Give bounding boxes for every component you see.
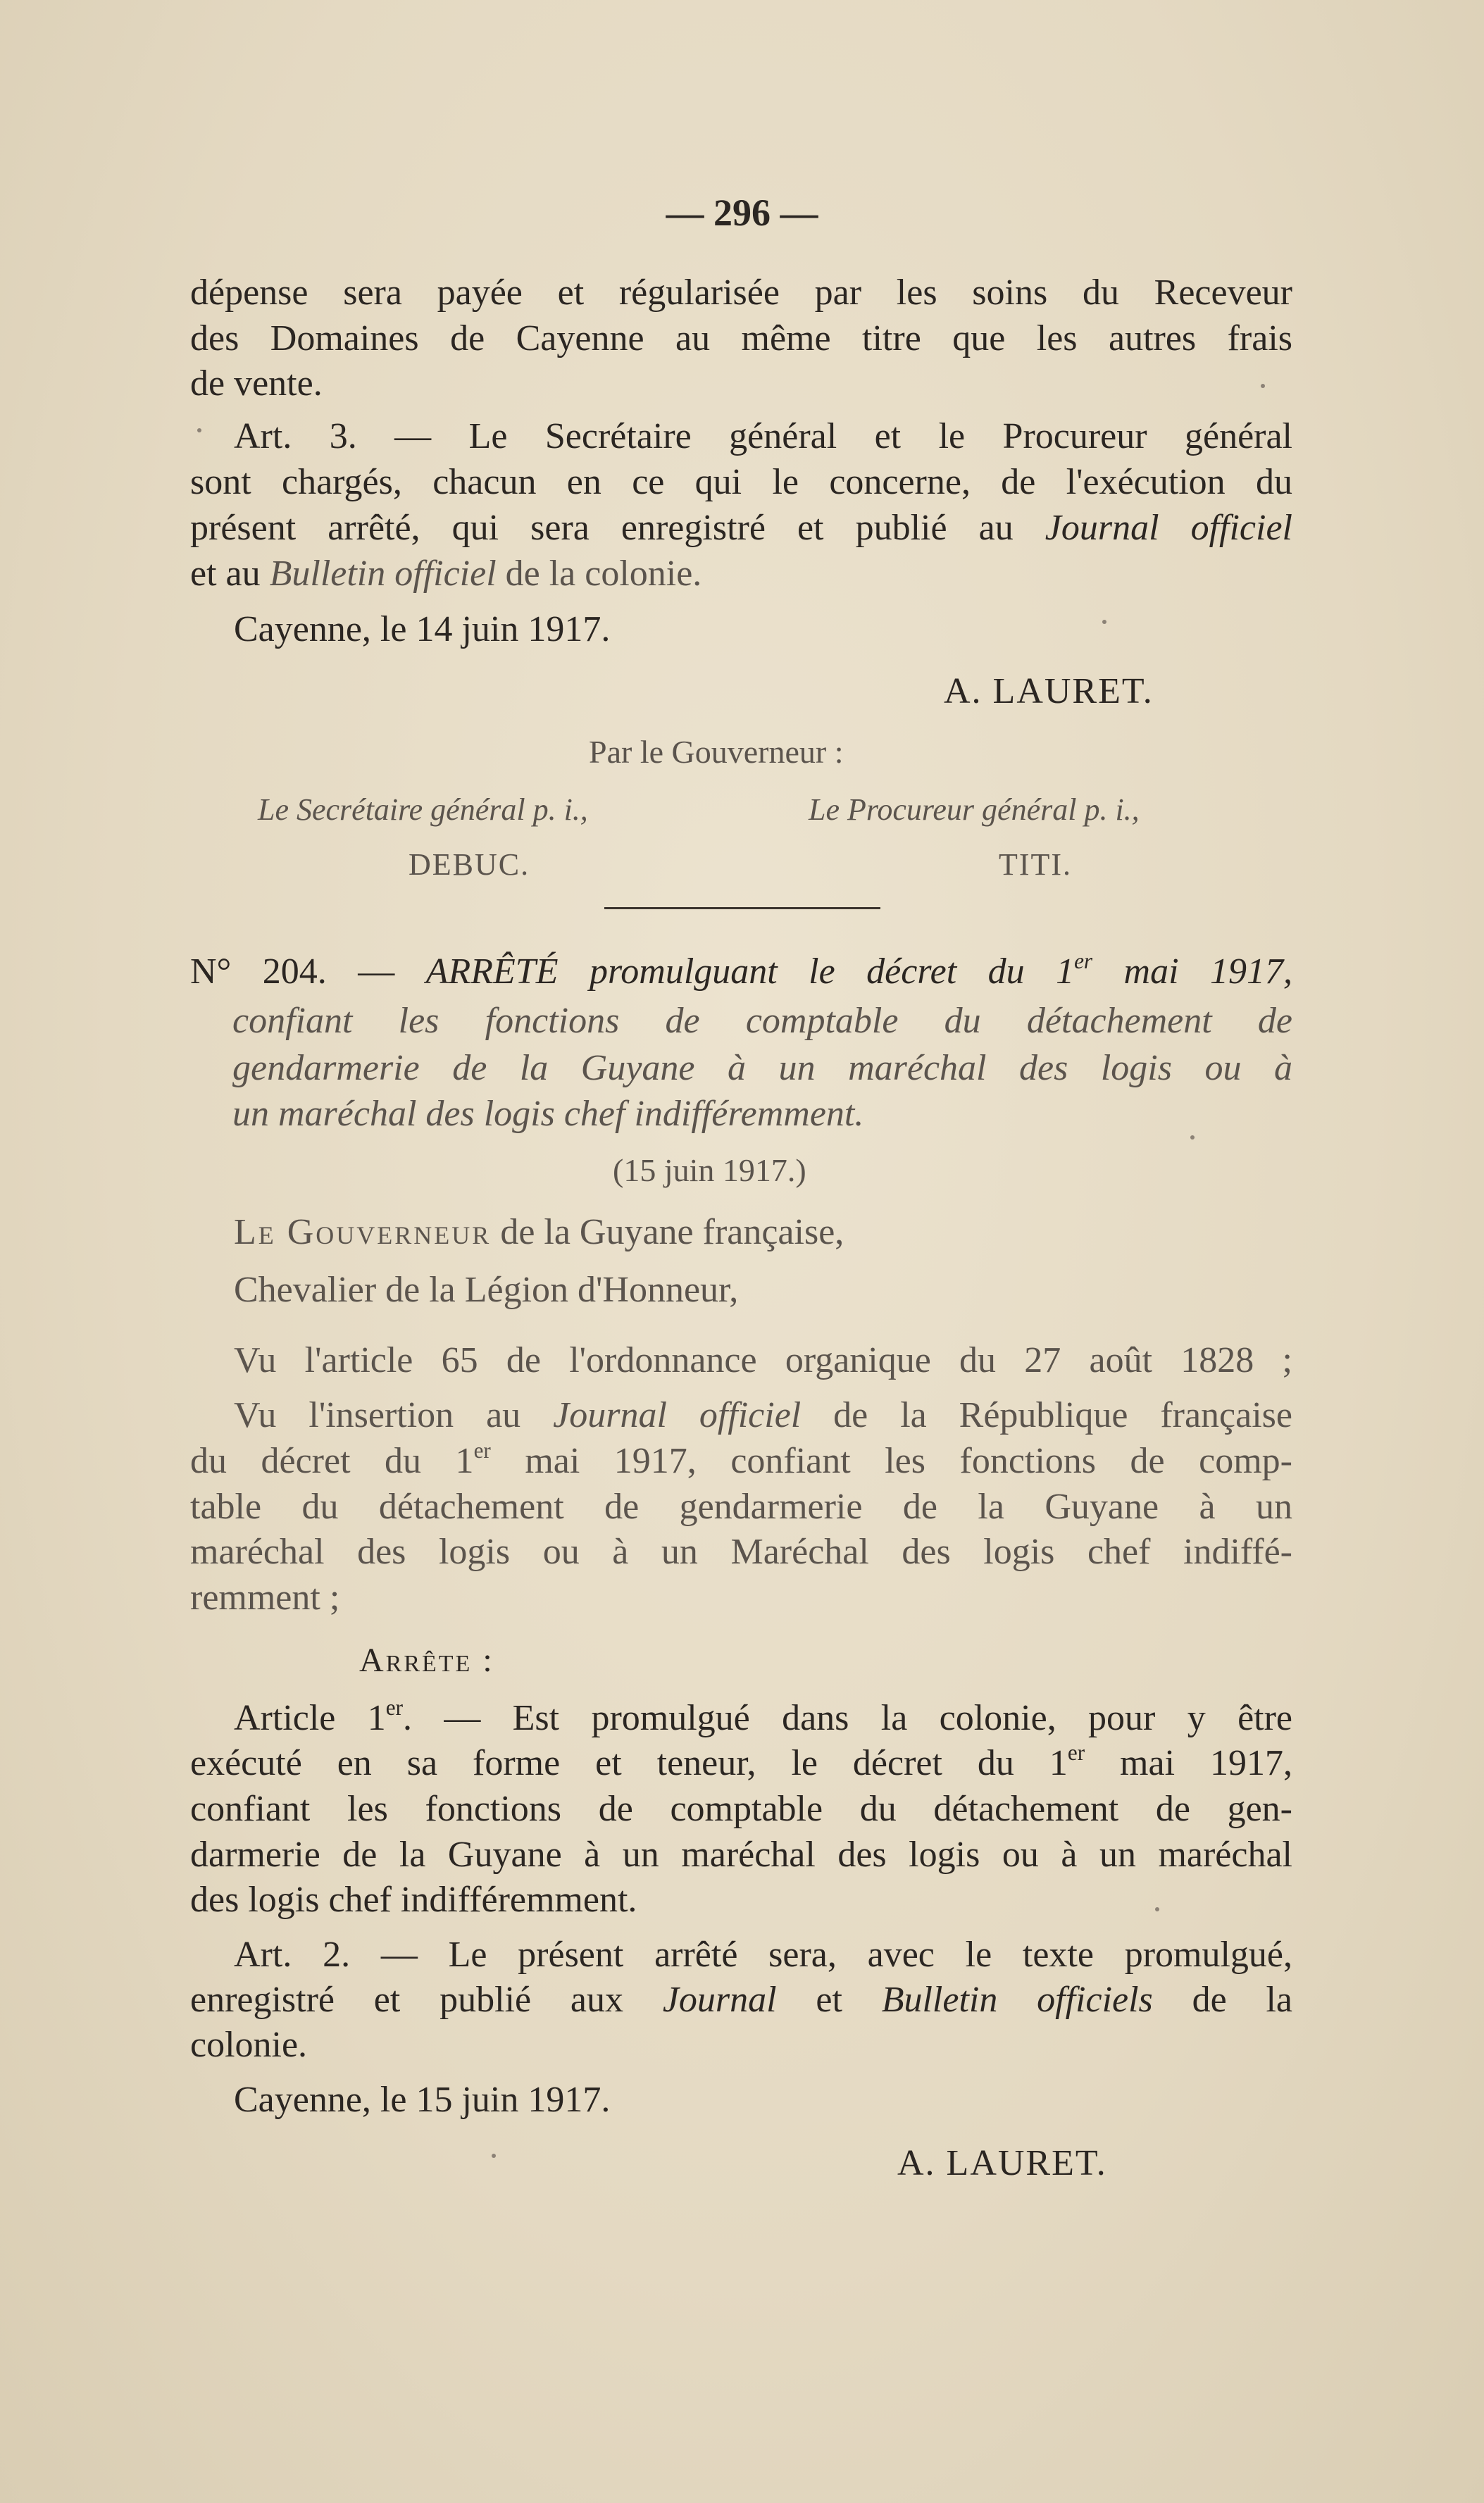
article-1-line: des logis chef indifféremment.: [190, 1880, 637, 1920]
article-1-line: Article 1er. — Est promulgué dans la colonie, pour y être: [234, 1694, 1292, 1738]
text-line: des Domaines de Cayenne au même titre que les autres frais: [190, 318, 1292, 358]
article-3-line: et au Bulletin officiel de la colonie.: [190, 554, 702, 594]
preamble-vu: Vu l'insertion au Journal officiel de la République française: [234, 1395, 1292, 1435]
text-line: de vente.: [190, 363, 323, 404]
preamble-vu: table du détachement de gendarmerie de la Guyane à un: [190, 1487, 1292, 1527]
countersign-left-name: DEBUC.: [409, 847, 530, 882]
article-2-line: Art. 2. — Le présent arrêté sera, avec le texte promulgué,: [234, 1935, 1292, 1975]
article-2-line: enregistré et publié aux Journal et Bulletin officiels de la: [190, 1980, 1293, 2020]
article-3-line: Art. 3. — Le Secrétaire général et le Procureur général: [234, 416, 1292, 456]
preamble-vu: du décret du 1er mai 1917, confiant les fonctions de comp-: [190, 1437, 1292, 1481]
preamble-gouverneur: Le Gouverneur de la Guyane française,: [234, 1212, 844, 1252]
preamble-vu: maréchal des logis ou à un Maréchal des logis chef indiffé-: [190, 1532, 1292, 1572]
arrete-title-line: un maréchal des logis chef indifféremment.: [232, 1094, 864, 1134]
preamble-chevalier: Chevalier de la Légion d'Honneur,: [234, 1270, 739, 1310]
paper-speck: [1261, 384, 1265, 388]
arrete-title-line: gendarmerie de la Guyane à un maréchal des logis ou à: [232, 1048, 1292, 1088]
article-3-line: sont chargés, chacun en ce qui le concerne, de l'exécution du: [190, 462, 1292, 502]
arrete-title-line: confiant les fonctions de comptable du détachement de: [232, 1001, 1292, 1041]
text-line: dépense sera payée et régularisée par les soins du Receveur: [190, 273, 1292, 313]
par-le-gouverneur: Par le Gouverneur :: [589, 734, 844, 770]
article-1-line: confiant les fonctions de comptable du détachement de gen-: [190, 1789, 1292, 1829]
article-3-line: présent arrêté, qui sera enregistré et publié au Journal officiel: [190, 508, 1292, 548]
arrete-date: (15 juin 1917.): [613, 1152, 806, 1188]
signature: A. LAURET.: [944, 671, 1154, 711]
date-line: Cayenne, le 15 juin 1917.: [234, 2080, 611, 2120]
paper-speck: [1190, 1135, 1195, 1140]
preamble-vu: Vu l'article 65 de l'ordonnance organique du 27 août 1828 ;: [234, 1340, 1292, 1380]
article-1-line: exécuté en sa forme et teneur, le décret du 1er mai 1917,: [190, 1740, 1292, 1783]
arrete-title-line: N° 204. — ARRÊTÉ promulguant le décret du 1er mai 1917,: [190, 948, 1293, 992]
countersign-right-name: TITI.: [999, 847, 1073, 882]
paper-speck: [1102, 620, 1106, 624]
date-line: Cayenne, le 14 juin 1917.: [234, 609, 611, 649]
signature: A. LAURET.: [897, 2143, 1107, 2183]
arrete-heading: Arrête :: [359, 1642, 494, 1679]
section-divider: [604, 907, 880, 909]
preamble-vu: remment ;: [190, 1578, 340, 1618]
article-1-line: darmerie de la Guyane à un maréchal des logis ou à un maréchal: [190, 1835, 1292, 1875]
paper-speck: [492, 2154, 496, 2158]
page-number: — 296 —: [666, 192, 818, 234]
countersign-right-title: Le Procureur général p. i.,: [809, 792, 1140, 827]
paper-speck: [1155, 1907, 1159, 1911]
countersign-left-title: Le Secrétaire général p. i.,: [258, 792, 588, 827]
paper-speck: [197, 428, 201, 432]
article-2-line: colonie.: [190, 2025, 308, 2065]
